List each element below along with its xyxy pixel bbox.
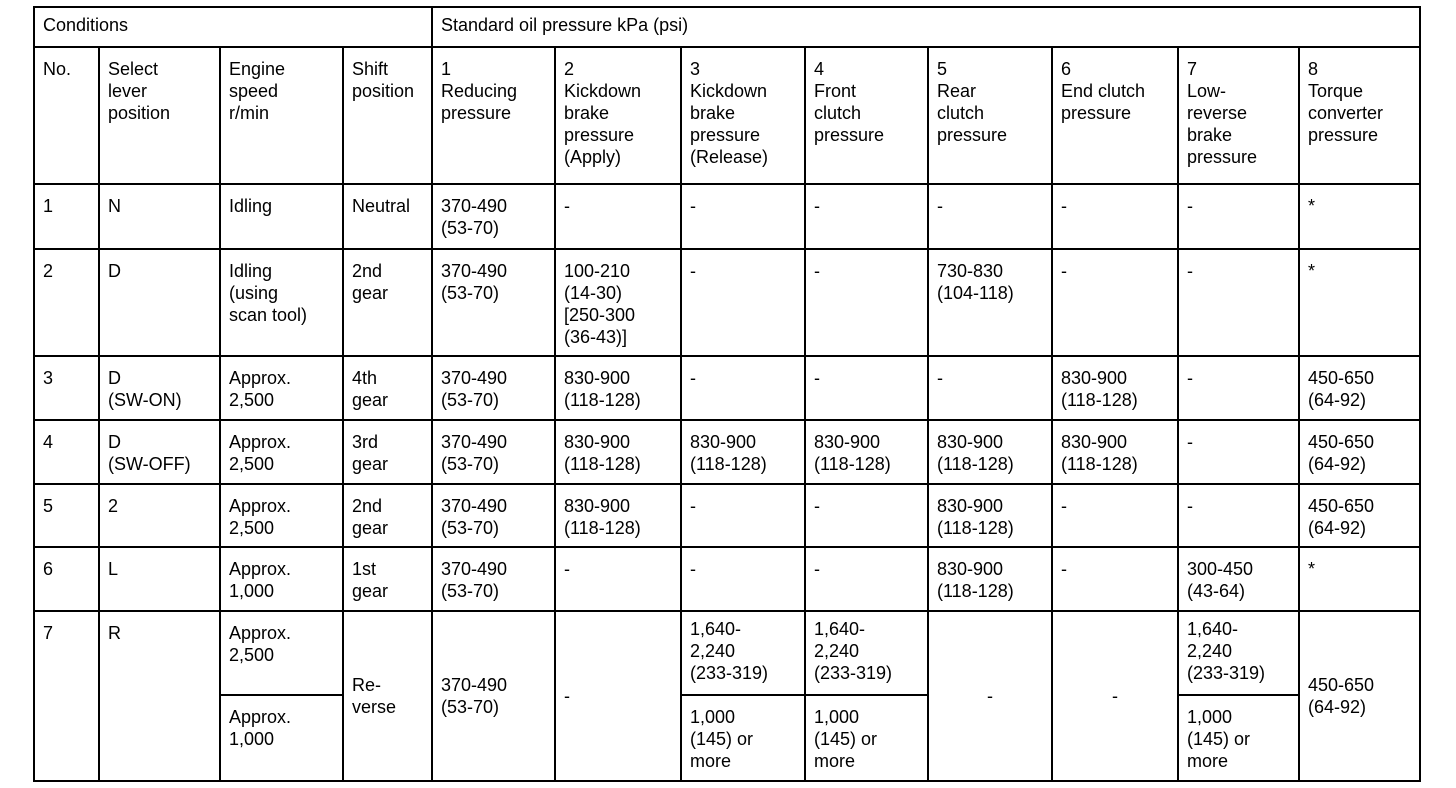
row-lever: 2 [99, 484, 220, 547]
row-c3-a: 1,640- 2,240 (233-319) [681, 611, 805, 695]
row-c6: - [1052, 249, 1178, 356]
row-c4-a: 1,640- 2,240 (233-319) [805, 611, 928, 695]
row-c1: 370-490 (53-70) [432, 547, 555, 611]
row-c5: - [928, 356, 1052, 420]
row-c1: 370-490 (53-70) [432, 356, 555, 420]
table-row-reverse-b [34, 695, 1420, 781]
row-c8: 450-650 (64-92) [1299, 420, 1420, 484]
row-c4: - [805, 547, 928, 611]
row-c4: - [805, 184, 928, 249]
row-c3-b: 1,000 (145) or more [681, 695, 805, 781]
col-header-no: No. [34, 47, 99, 184]
col-header-select-lever: Select lever position [99, 47, 220, 184]
row-c8: 450-650 (64-92) [1299, 356, 1420, 420]
row-c6: 830-900 (118-128) [1052, 356, 1178, 420]
col-header-reducing-pressure: 1 Reducing pressure [432, 47, 555, 184]
table-row [34, 547, 1420, 611]
row-speed: Idling [220, 184, 343, 249]
row-c3: - [681, 547, 805, 611]
row-lever: L [99, 547, 220, 611]
row-c5: - [928, 184, 1052, 249]
row-shift: 2nd gear [343, 484, 432, 547]
row-c1: 370-490 (53-70) [432, 249, 555, 356]
row-c7: - [1178, 356, 1299, 420]
row-c4-b: 1,000 (145) or more [805, 695, 928, 781]
row-speed: Approx. 2,500 [220, 611, 343, 695]
row-c4: 830-900 (118-128) [805, 420, 928, 484]
row-c7-b: 1,000 (145) or more [1178, 695, 1299, 781]
row-c5: - [928, 611, 1052, 781]
row-speed: Approx. 2,500 [220, 356, 343, 420]
row-c2: 830-900 (118-128) [555, 420, 681, 484]
table-row [34, 184, 1420, 249]
header-row-top [34, 7, 1420, 47]
row-c1: 370-490 (53-70) [432, 420, 555, 484]
col-header-torque-converter: 8 Torque converter pressure [1299, 47, 1420, 184]
row-c1: 370-490 (53-70) [432, 484, 555, 547]
row-c5: 830-900 (118-128) [928, 547, 1052, 611]
row-lever: N [99, 184, 220, 249]
col-header-engine-speed: Engine speed r/min [220, 47, 343, 184]
row-speed: Approx. 2,500 [220, 484, 343, 547]
row-lever: D (SW-OFF) [99, 420, 220, 484]
row-c6: 830-900 (118-128) [1052, 420, 1178, 484]
row-c7-a: 1,640- 2,240 (233-319) [1178, 611, 1299, 695]
row-no: 1 [34, 184, 99, 249]
row-c5: 830-900 (118-128) [928, 484, 1052, 547]
header-row-columns [34, 47, 1420, 184]
row-no: 6 [34, 547, 99, 611]
table-row [34, 484, 1420, 547]
row-no: 3 [34, 356, 99, 420]
row-c3: - [681, 249, 805, 356]
row-shift: 2nd gear [343, 249, 432, 356]
row-c6: - [1052, 611, 1178, 781]
row-c8: * [1299, 547, 1420, 611]
row-no: 4 [34, 420, 99, 484]
row-c4: - [805, 249, 928, 356]
row-c1: 370-490 (53-70) [432, 184, 555, 249]
col-header-front-clutch: 4 Front clutch pressure [805, 47, 928, 184]
row-c1: 370-490 (53-70) [432, 611, 555, 781]
standard-pressure-header: Standard oil pressure kPa (psi) [432, 7, 1420, 47]
row-shift: 3rd gear [343, 420, 432, 484]
table-row [34, 420, 1420, 484]
row-c8: 450-650 (64-92) [1299, 611, 1420, 781]
row-speed-b: Approx. 1,000 [220, 695, 343, 781]
col-header-low-reverse-brake: 7 Low- reverse brake pressure [1178, 47, 1299, 184]
row-no: 7 [34, 611, 99, 781]
row-shift: 4th gear [343, 356, 432, 420]
row-c2: 830-900 (118-128) [555, 484, 681, 547]
row-lever: R [99, 611, 220, 781]
row-c2: - [555, 547, 681, 611]
oil-pressure-table [33, 6, 1421, 782]
col-header-shift-position: Shift position [343, 47, 432, 184]
row-lever: D (SW-ON) [99, 356, 220, 420]
row-shift: 1st gear [343, 547, 432, 611]
row-c8: * [1299, 184, 1420, 249]
col-header-kickdown-apply: 2 Kickdown brake pressure (Apply) [555, 47, 681, 184]
row-shift: Neutral [343, 184, 432, 249]
row-shift: Re- verse [343, 611, 432, 781]
row-c3: - [681, 356, 805, 420]
row-c2: 830-900 (118-128) [555, 356, 681, 420]
row-speed: Approx. 1,000 [220, 547, 343, 611]
row-c5: 730-830 (104-118) [928, 249, 1052, 356]
row-speed: Idling (using scan tool) [220, 249, 343, 356]
row-c7: 300-450 (43-64) [1178, 547, 1299, 611]
col-header-rear-clutch: 5 Rear clutch pressure [928, 47, 1052, 184]
row-no: 2 [34, 249, 99, 356]
row-c7: - [1178, 484, 1299, 547]
table-row [34, 356, 1420, 420]
row-c5: 830-900 (118-128) [928, 420, 1052, 484]
row-c4: - [805, 356, 928, 420]
table-row [34, 249, 1420, 356]
row-c7: - [1178, 420, 1299, 484]
row-c2: - [555, 184, 681, 249]
col-header-kickdown-release: 3 Kickdown brake pressure (Release) [681, 47, 805, 184]
row-c2: 100-210 (14-30) [250-300 (36-43)] [555, 249, 681, 356]
row-c2: - [555, 611, 681, 781]
row-c3: 830-900 (118-128) [681, 420, 805, 484]
row-c7: - [1178, 184, 1299, 249]
col-header-end-clutch: 6 End clutch pressure [1052, 47, 1178, 184]
row-lever: D [99, 249, 220, 356]
row-c3: - [681, 484, 805, 547]
row-c6: - [1052, 184, 1178, 249]
row-c8: 450-650 (64-92) [1299, 484, 1420, 547]
row-speed: Approx. 2,500 [220, 420, 343, 484]
row-c6: - [1052, 547, 1178, 611]
row-c3: - [681, 184, 805, 249]
table-row-reverse-a [34, 611, 1420, 695]
row-c7: - [1178, 249, 1299, 356]
row-c6: - [1052, 484, 1178, 547]
row-c4: - [805, 484, 928, 547]
conditions-header: Conditions [34, 7, 432, 47]
row-no: 5 [34, 484, 99, 547]
row-c8: * [1299, 249, 1420, 356]
